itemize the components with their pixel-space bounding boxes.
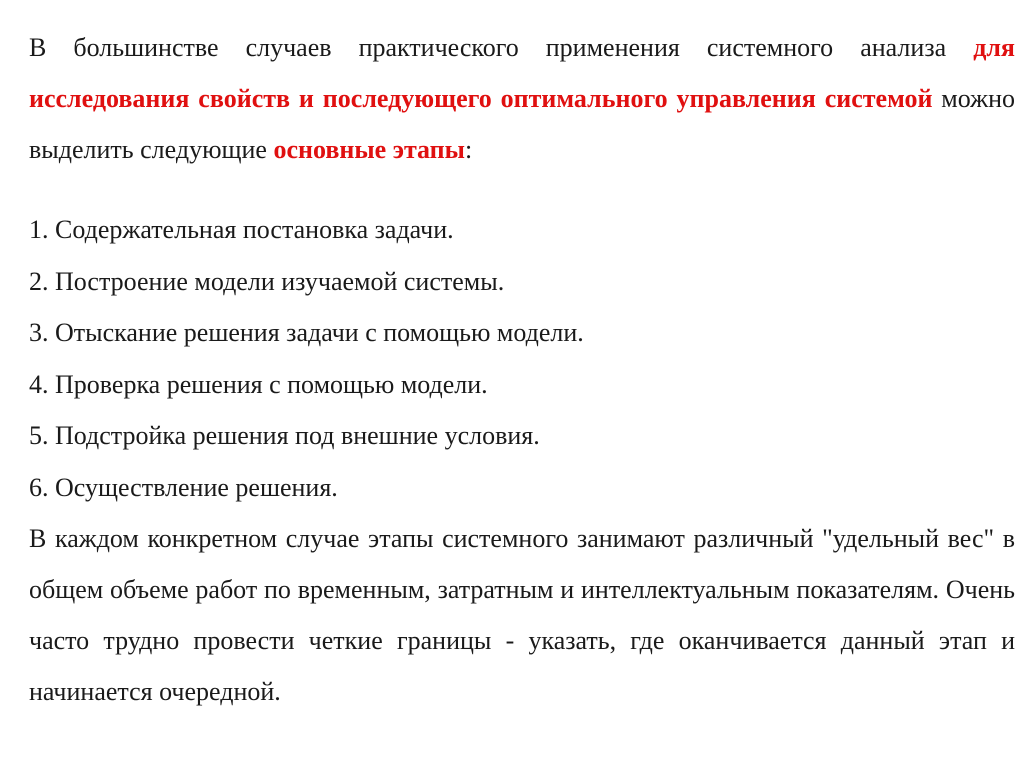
- step-item-2: 2. Построение модели изучаемой системы.: [29, 266, 505, 296]
- step-item-5: 5. Подстройка решения под внешние условия.: [29, 421, 540, 450]
- closing-paragraph: В каждом конкретном случае этапы системного занимают различный "удельный вес" в общем объеме работ по временным, затратным и интеллектуальным показателям. Очень часто трудно провести четкие границы - указать, где оканчивается данный этап и начинается очередной.: [29, 524, 1015, 706]
- intro-highlight-stages: основные этапы: [273, 135, 465, 164]
- step-item-1: 1. Содержательная постановка задачи.: [29, 215, 454, 244]
- steps-list: [29, 204, 584, 513]
- intro-text-part1: В большинстве случаев практического применения системного анализа: [29, 33, 974, 62]
- intro-text-part3: :: [464, 135, 473, 164]
- step-item-3: 3. Отыскание решения задачи с помощью модели.: [29, 318, 584, 347]
- intro-paragraph: [29, 22, 1015, 175]
- step-item-4: 4. Проверка решения с помощью модели.: [29, 369, 488, 399]
- step-item-6: 6. Осуществление решения.: [29, 472, 338, 502]
- intro-highlight-purpose: для исследования свойств и последующего оптимального управления системой: [29, 33, 1015, 113]
- intro-text-part2: можно выделить следующие: [29, 84, 1015, 164]
